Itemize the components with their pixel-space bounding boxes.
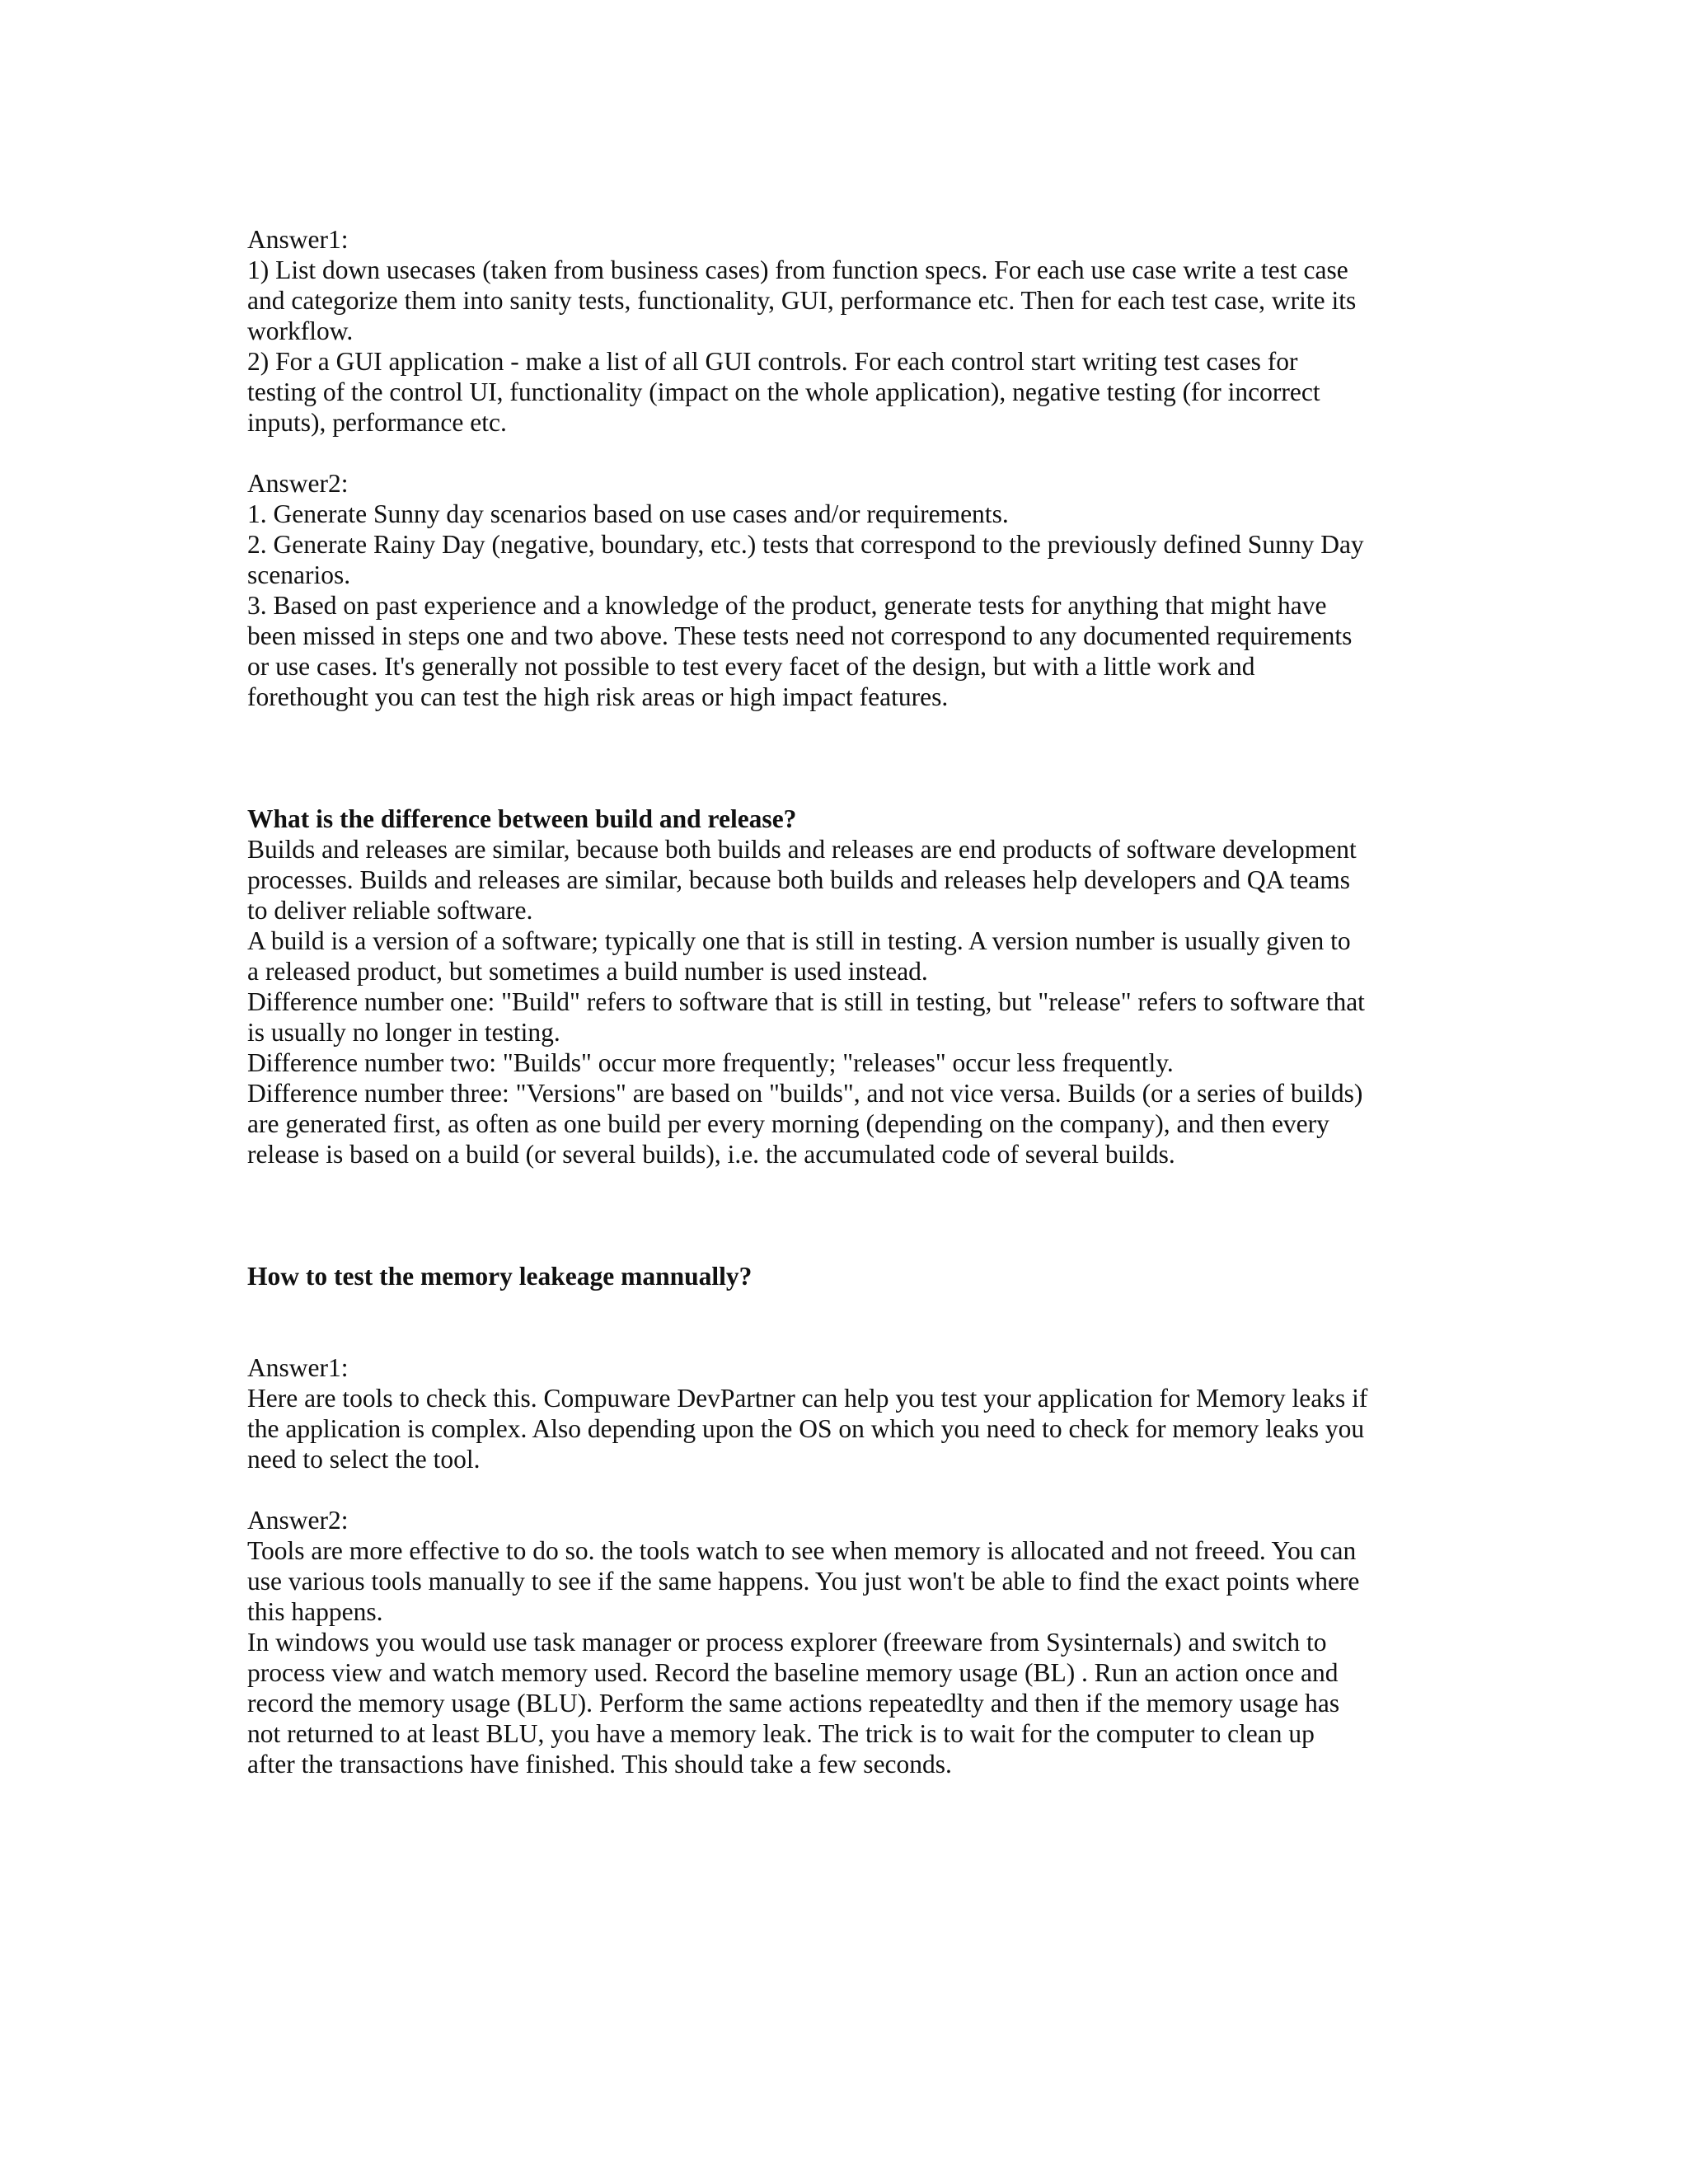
spacer <box>247 1291 1451 1352</box>
document-page <box>247 224 1451 1779</box>
section2-line: are generated first, as often as one build per every morning (depending on the company), and then every <box>247 1109 1329 1138</box>
section1-answer1-line: 2) For a GUI application - make a list of all GUI controls. For each control start writing test cases for <box>247 347 1298 376</box>
section2-line: release is based on a build (or several builds), i.e. the accumulated code of several builds. <box>247 1140 1175 1169</box>
section1-answer2-line: been missed in steps one and two above. These tests need not correspond to any documented requirements <box>247 621 1353 650</box>
section1-answer2-line: 3. Based on past experience and a knowledge of the product, generate tests for anything that might have <box>247 591 1327 620</box>
spacer <box>247 1474 1451 1505</box>
section1-answer1-label: Answer1: <box>247 225 349 254</box>
section3-answer2-line: process view and watch memory used. Record the baseline memory usage (BL) . Run an action once and <box>247 1658 1339 1687</box>
section3-answer1-line: the application is complex. Also depending upon the OS on which you need to check for memory leaks you <box>247 1414 1365 1443</box>
section3-answer1-line: Here are tools to check this. Compuware DevPartner can help you test your application for Memory leaks if <box>247 1384 1368 1413</box>
section1-answer2-line: 2. Generate Rainy Day (negative, boundary, etc.) tests that correspond to the previously defined Sunny Day <box>247 530 1364 559</box>
section1-answer2-line: forethought you can test the high risk areas or high impact features. <box>247 682 949 711</box>
section1-answer2-line: or use cases. It's generally not possible to test every facet of the design, but with a little work and <box>247 652 1255 681</box>
spacer <box>247 1169 1451 1261</box>
section1-answer2-line: scenarios. <box>247 560 351 589</box>
section3-answer2-line: In windows you would use task manager or process explorer (freeware from Sysinternals) and switch to <box>247 1628 1327 1657</box>
section1-answer2-label: Answer2: <box>247 469 349 498</box>
section2-line: is usually no longer in testing. <box>247 1018 560 1047</box>
section2-line: A build is a version of a software; typically one that is still in testing. A version number is usually given to <box>247 926 1351 955</box>
section3-answer2-line: record the memory usage (BLU). Perform the same actions repeatedlty and then if the memory usage has <box>247 1689 1340 1718</box>
section2-line: Difference number two: "Builds" occur more frequently; "releases" occur less frequently. <box>247 1048 1174 1077</box>
section2-line: Difference number one: "Build" refers to software that is still in testing, but "release" refers to software that <box>247 987 1365 1016</box>
section3-answer2-line: after the transactions have finished. This should take a few seconds. <box>247 1750 952 1779</box>
section3-answer1-line: need to select the tool. <box>247 1445 481 1474</box>
section2-line: Builds and releases are similar, because both builds and releases are end products of software development <box>247 835 1357 864</box>
section2-line: a released product, but sometimes a build number is used instead. <box>247 957 928 986</box>
section3-answer2-line: not returned to at least BLU, you have a memory leak. The trick is to wait for the computer to clean up <box>247 1719 1315 1748</box>
section3-answer1-label: Answer1: <box>247 1353 349 1382</box>
section3-answer2-line: this happens. <box>247 1597 383 1626</box>
section3-heading: How to test the memory leakeage mannually? <box>247 1262 753 1291</box>
section1-answer1-line: testing of the control UI, functionality (impact on the whole application), negative testing (for incorrect <box>247 377 1320 406</box>
spacer <box>247 712 1451 804</box>
section1-answer1-line: workflow. <box>247 316 354 345</box>
section2-line: to deliver reliable software. <box>247 896 533 925</box>
section1-answer1-line: and categorize them into sanity tests, functionality, GUI, performance etc. Then for each test case, write its <box>247 286 1357 315</box>
section1-answer1-line: inputs), performance etc. <box>247 408 507 437</box>
section3-answer2-label: Answer2: <box>247 1506 349 1535</box>
section2-heading: What is the difference between build and release? <box>247 804 797 833</box>
section1-answer2-line: 1. Generate Sunny day scenarios based on use cases and/or requirements. <box>247 499 1009 528</box>
section1-answer1-line: 1) List down usecases (taken from business cases) from function specs. For each use case write a test case <box>247 255 1348 284</box>
spacer <box>247 438 1451 468</box>
section3-answer2-line: Tools are more effective to do so. the tools watch to see when memory is allocated and not freeed. You can <box>247 1536 1357 1565</box>
section2-line: Difference number three: "Versions" are based on "builds", and not vice versa. Builds (or a series of builds) <box>247 1079 1363 1108</box>
section3-answer2-line: use various tools manually to see if the same happens. You just won't be able to find the exact points where <box>247 1567 1360 1596</box>
section2-line: processes. Builds and releases are similar, because both builds and releases help developers and QA teams <box>247 865 1350 894</box>
